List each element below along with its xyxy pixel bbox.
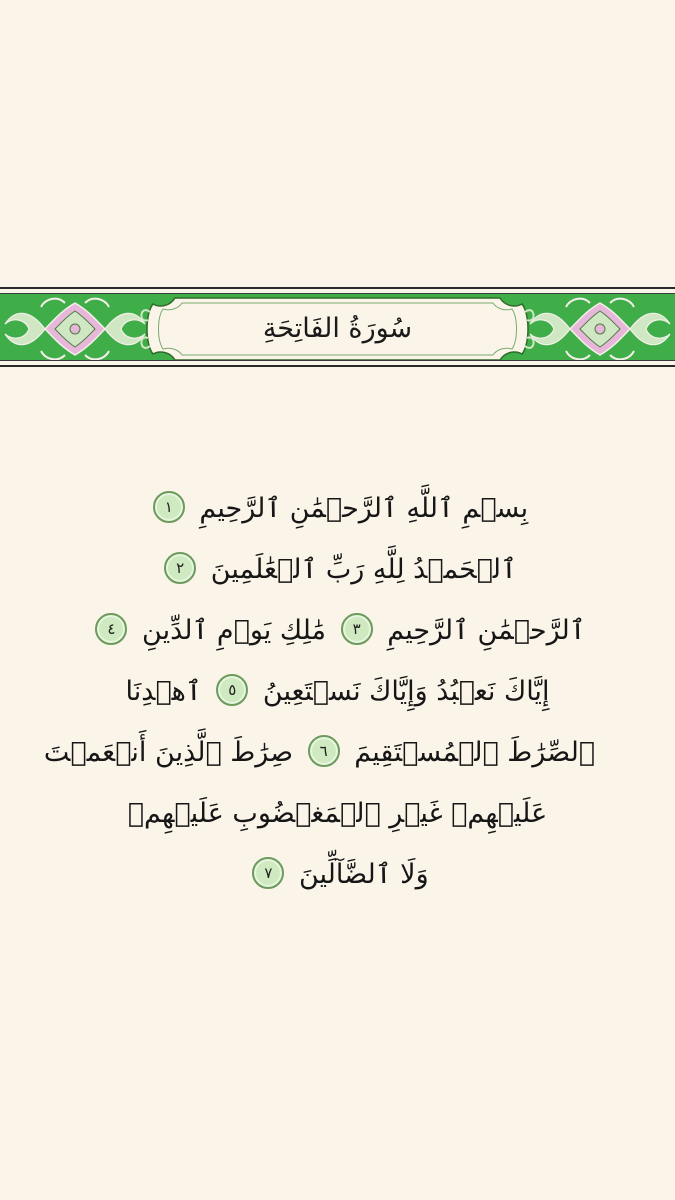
verse-text: ٱلصِّرَٰطَ ٱلۡمُسۡتَقِيمَ (354, 737, 595, 768)
ayah-number-marker: ١ (153, 491, 185, 523)
verse-text: إِيَّاكَ نَعۡبُدُ وَإِيَّاكَ نَسۡتَعِينُ (262, 676, 550, 707)
ayah-number-marker: ٦ (308, 735, 340, 767)
verses-block (43, 478, 595, 905)
verse-line (80, 478, 595, 539)
verse-line (80, 844, 595, 905)
verse-text: ٱلرَّحۡمَٰنِ ٱلرَّحِيمِ (387, 615, 586, 646)
ayah-number-marker: ٣ (341, 613, 373, 645)
verse-line (80, 661, 595, 722)
verse-text: وَلَا ٱلضَّآلِّينَ (298, 859, 429, 890)
verse-text: ٱلۡحَمۡدُ لِلَّهِ رَبِّ ٱلۡعَٰلَمِينَ (210, 554, 517, 585)
surah-header-banner (0, 287, 675, 367)
surah-title: سُورَةُ الفَاتِحَةِ (262, 313, 413, 344)
verse-line (43, 722, 595, 783)
verse-text: مَٰلِكِ يَوۡمِ ٱلدِّينِ (142, 615, 327, 646)
ayah-number-marker: ٤ (95, 613, 127, 645)
verse-line (80, 783, 595, 844)
banner-green-band (0, 293, 675, 361)
ayah-number-marker: ٥ (216, 674, 248, 706)
ayah-number-marker: ٢ (164, 552, 196, 584)
verse-line (80, 539, 595, 600)
verse-line (80, 600, 595, 661)
verse-text: صِرَٰطَ ٱلَّذِينَ أَنۡعَمۡتَ (43, 737, 294, 768)
ayah-number-marker: ٧ (252, 857, 284, 889)
verse-text: بِسۡمِ ٱللَّهِ ٱلرَّحۡمَٰنِ ٱلرَّحِيمِ (199, 493, 529, 524)
verse-text: عَلَيۡهِمۡ غَيۡرِ ٱلۡمَغۡضُوبِ عَلَيۡهِمۡ (127, 798, 548, 829)
verse-text: ٱهۡدِنَا (125, 676, 202, 707)
